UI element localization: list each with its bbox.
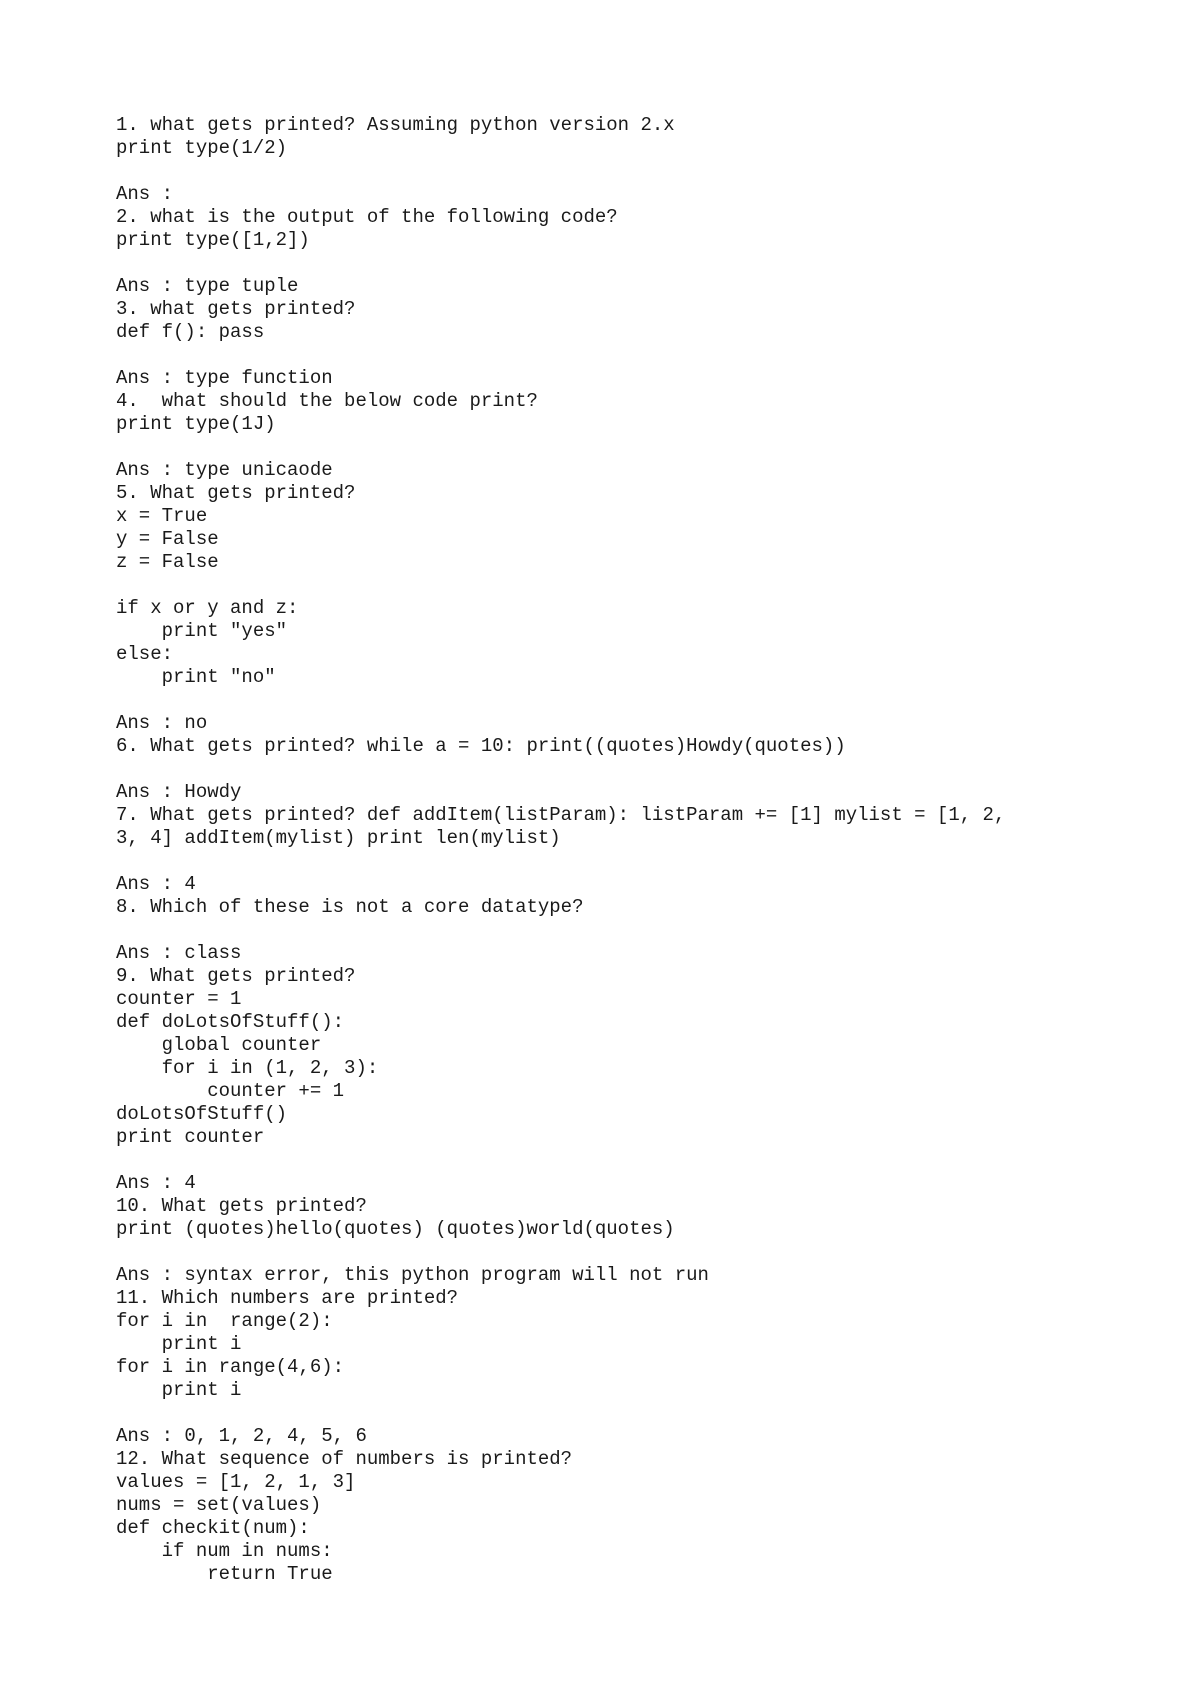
paragraph-gap xyxy=(116,160,1156,183)
text-line: global counter xyxy=(116,1034,322,1056)
paragraph-gap xyxy=(116,252,1156,275)
text-line: Ans : Howdy xyxy=(116,781,242,803)
text-block xyxy=(116,114,1156,160)
text-block xyxy=(116,183,1156,252)
text-line: for i in range(2): xyxy=(116,1310,333,1332)
text-block xyxy=(116,1425,1156,1586)
document-page xyxy=(116,114,1156,1586)
text-line: 1. what gets printed? Assuming python version 2.x xyxy=(116,114,675,136)
text-line: nums = set(values) xyxy=(116,1494,322,1516)
text-line: counter += 1 xyxy=(116,1080,345,1102)
text-line: print counter xyxy=(116,1126,265,1148)
text-line: if num in nums: xyxy=(116,1540,333,1562)
text-line: Ans : xyxy=(116,183,174,205)
text-block xyxy=(116,367,1156,436)
paragraph-gap xyxy=(116,436,1156,459)
text-line: Ans : syntax error, this python program will not run xyxy=(116,1264,709,1286)
text-line: 3. what gets printed? xyxy=(116,298,356,320)
text-line: else: xyxy=(116,643,174,665)
text-line: print i xyxy=(116,1379,242,1401)
text-line: 2. what is the output of the following code? xyxy=(116,206,618,228)
text-block xyxy=(116,459,1156,574)
text-line: z = False xyxy=(116,551,219,573)
text-line: print type(1/2) xyxy=(116,137,288,159)
text-line: if x or y and z: xyxy=(116,597,299,619)
text-line: Ans : no xyxy=(116,712,208,734)
text-line: Ans : type unicaode xyxy=(116,459,333,481)
text-line: counter = 1 xyxy=(116,988,242,1010)
text-line: 5. What gets printed? xyxy=(116,482,356,504)
text-line: for i in range(4,6): xyxy=(116,1356,345,1378)
text-block xyxy=(116,781,1156,850)
paragraph-gap xyxy=(116,850,1156,873)
text-block xyxy=(116,873,1156,919)
text-line: for i in (1, 2, 3): xyxy=(116,1057,379,1079)
text-line: 8. Which of these is not a core datatype? xyxy=(116,896,584,918)
text-line: def f(): pass xyxy=(116,321,265,343)
text-line: 6. What gets printed? while a = 10: print((quotes)Howdy(quotes)) xyxy=(116,735,846,757)
text-line: y = False xyxy=(116,528,219,550)
text-line: Ans : type tuple xyxy=(116,275,299,297)
text-line: 10. What gets printed? xyxy=(116,1195,367,1217)
paragraph-gap xyxy=(116,1241,1156,1264)
text-line: 12. What sequence of numbers is printed? xyxy=(116,1448,573,1470)
text-line: def doLotsOfStuff(): xyxy=(116,1011,345,1033)
paragraph-gap xyxy=(116,1149,1156,1172)
text-line: 4. what should the below code print? xyxy=(116,390,538,412)
text-line: x = True xyxy=(116,505,208,527)
text-line: print type(1J) xyxy=(116,413,276,435)
paragraph-gap xyxy=(116,574,1156,597)
text-line: print "yes" xyxy=(116,620,288,642)
text-line: 7. What gets printed? def addItem(listParam): listParam += [1] mylist = [1, 2, xyxy=(116,804,1006,826)
text-line: 11. Which numbers are printed? xyxy=(116,1287,459,1309)
text-line: Ans : type function xyxy=(116,367,333,389)
paragraph-gap xyxy=(116,1402,1156,1425)
text-line: print i xyxy=(116,1333,242,1355)
text-line: def checkit(num): xyxy=(116,1517,310,1539)
paragraph-gap xyxy=(116,344,1156,367)
text-line: Ans : class xyxy=(116,942,242,964)
text-line: return True xyxy=(116,1563,333,1585)
text-line: print type([1,2]) xyxy=(116,229,310,251)
paragraph-gap xyxy=(116,689,1156,712)
text-block xyxy=(116,597,1156,689)
text-line: 3, 4] addItem(mylist) print len(mylist) xyxy=(116,827,561,849)
text-line: Ans : 4 xyxy=(116,1172,196,1194)
text-block xyxy=(116,1264,1156,1402)
text-block xyxy=(116,1172,1156,1241)
text-line: print (quotes)hello(quotes) (quotes)world(quotes) xyxy=(116,1218,675,1240)
text-block xyxy=(116,942,1156,1149)
text-block xyxy=(116,712,1156,758)
text-line: doLotsOfStuff() xyxy=(116,1103,288,1125)
text-block xyxy=(116,275,1156,344)
text-line: values = [1, 2, 1, 3] xyxy=(116,1471,356,1493)
paragraph-gap xyxy=(116,919,1156,942)
text-line: Ans : 0, 1, 2, 4, 5, 6 xyxy=(116,1425,367,1447)
text-line: print "no" xyxy=(116,666,276,688)
paragraph-gap xyxy=(116,758,1156,781)
text-line: 9. What gets printed? xyxy=(116,965,356,987)
text-line: Ans : 4 xyxy=(116,873,196,895)
